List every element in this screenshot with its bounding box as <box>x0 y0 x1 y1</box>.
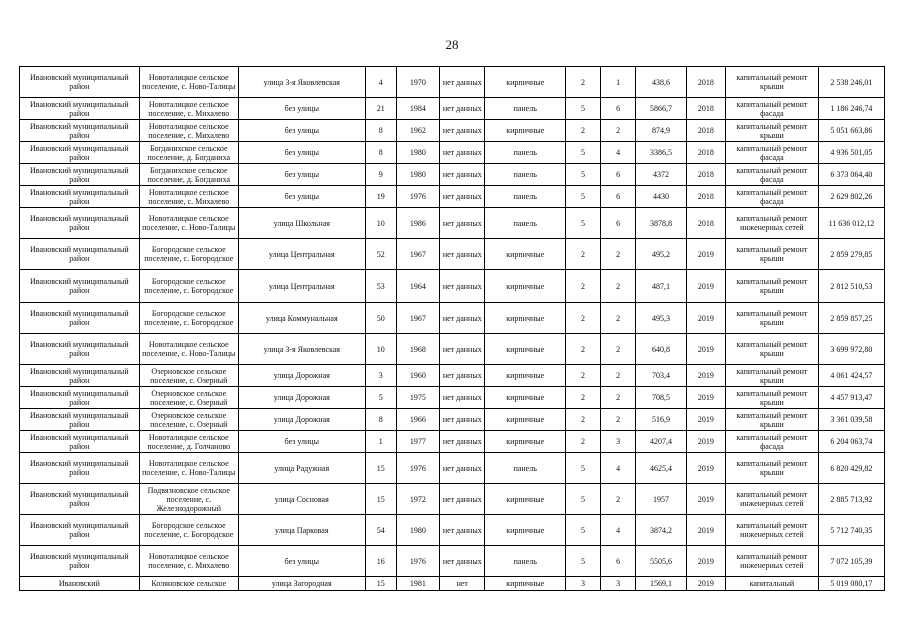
data-status-cell: нет данных <box>440 186 485 208</box>
work-type-cell: капитальный ремонт инженерных сетей <box>725 546 818 577</box>
year-built-cell: 1980 <box>396 142 439 164</box>
street-cell: без улицы <box>238 546 365 577</box>
entrances-cell: 2 <box>601 484 636 515</box>
cost-cell: 4 936 501,05 <box>818 142 884 164</box>
work-type-cell: капитальный ремонт крыши <box>725 120 818 142</box>
entrances-cell: 2 <box>601 239 636 270</box>
entrances-cell: 2 <box>601 387 636 409</box>
district-cell: Ивановский муниципальный район <box>20 431 140 453</box>
area-cell: 4430 <box>636 186 687 208</box>
year-built-cell: 1980 <box>396 164 439 186</box>
settlement-cell: Новоталицкое сельское поселение, с. Ново-Талицы <box>139 453 238 484</box>
year-built-cell: 1977 <box>396 431 439 453</box>
cost-cell: 3 699 972,80 <box>818 334 884 365</box>
area-cell: 708,5 <box>636 387 687 409</box>
entrances-cell: 6 <box>601 164 636 186</box>
data-status-cell: нет данных <box>440 164 485 186</box>
street-cell: без улицы <box>238 431 365 453</box>
street-cell: улица Школьная <box>238 208 365 239</box>
entrances-cell: 1 <box>601 67 636 98</box>
settlement-cell: Озерновское сельское поселение, с. Озерный <box>139 387 238 409</box>
district-cell: Ивановский муниципальный район <box>20 409 140 431</box>
year-built-cell: 1962 <box>396 120 439 142</box>
year-built-cell: 1968 <box>396 334 439 365</box>
plan-year-cell: 2019 <box>686 484 725 515</box>
street-cell: без улицы <box>238 98 365 120</box>
settlement-cell: Новоталицкое сельское поселение, с. Михалево <box>139 546 238 577</box>
data-status-cell: нет данных <box>440 387 485 409</box>
wall-material-cell: кирпичные <box>485 239 566 270</box>
area-cell: 5866,7 <box>636 98 687 120</box>
house-number-cell: 15 <box>365 484 396 515</box>
settlement-cell: Подвязновское сельское поселение, с. Железнодорожный <box>139 484 238 515</box>
entrances-cell: 4 <box>601 453 636 484</box>
house-number-cell: 3 <box>365 365 396 387</box>
floors-cell: 3 <box>565 577 600 591</box>
cost-cell: 2 885 713,92 <box>818 484 884 515</box>
cost-cell: 6 820 429,82 <box>818 453 884 484</box>
wall-material-cell: панель <box>485 142 566 164</box>
settlement-cell: Озерновское сельское поселение, с. Озерный <box>139 365 238 387</box>
table-row <box>20 546 885 577</box>
floors-cell: 5 <box>565 515 600 546</box>
house-number-cell: 50 <box>365 303 396 334</box>
wall-material-cell: панель <box>485 208 566 239</box>
entrances-cell: 2 <box>601 270 636 303</box>
table-row <box>20 577 885 591</box>
wall-material-cell: панель <box>485 453 566 484</box>
year-built-cell: 1984 <box>396 98 439 120</box>
floors-cell: 5 <box>565 484 600 515</box>
table-row <box>20 365 885 387</box>
year-built-cell: 1976 <box>396 453 439 484</box>
entrances-cell: 2 <box>601 409 636 431</box>
house-number-cell: 5 <box>365 387 396 409</box>
settlement-cell: Богданихское сельское поселение, д. Богданиха <box>139 142 238 164</box>
plan-year-cell: 2019 <box>686 365 725 387</box>
house-number-cell: 9 <box>365 164 396 186</box>
street-cell: без улицы <box>238 186 365 208</box>
area-cell: 3878,8 <box>636 208 687 239</box>
district-cell: Ивановский муниципальный район <box>20 164 140 186</box>
settlement-cell: Богородское сельское поселение, с. Богородское <box>139 303 238 334</box>
table-row <box>20 515 885 546</box>
area-cell: 4207,4 <box>636 431 687 453</box>
plan-year-cell: 2018 <box>686 186 725 208</box>
cost-cell: 6 373 064,40 <box>818 164 884 186</box>
year-built-cell: 1970 <box>396 67 439 98</box>
work-type-cell: капитальный ремонт крыши <box>725 67 818 98</box>
data-status-cell: нет данных <box>440 453 485 484</box>
table-row <box>20 98 885 120</box>
area-cell: 495,2 <box>636 239 687 270</box>
work-type-cell: капитальный ремонт инженерных сетей <box>725 484 818 515</box>
wall-material-cell: панель <box>485 98 566 120</box>
data-status-cell: нет данных <box>440 546 485 577</box>
cost-cell: 2 538 246,01 <box>818 67 884 98</box>
district-cell: Ивановский муниципальный район <box>20 142 140 164</box>
area-cell: 640,8 <box>636 334 687 365</box>
year-built-cell: 1964 <box>396 270 439 303</box>
area-cell: 874,9 <box>636 120 687 142</box>
house-number-cell: 52 <box>365 239 396 270</box>
entrances-cell: 3 <box>601 431 636 453</box>
floors-cell: 2 <box>565 120 600 142</box>
work-type-cell: капитальный ремонт крыши <box>725 334 818 365</box>
district-cell: Ивановский <box>20 577 140 591</box>
settlement-cell: Богородское сельское поселение, с. Богородское <box>139 515 238 546</box>
data-status-cell: нет данных <box>440 270 485 303</box>
district-cell: Ивановский муниципальный район <box>20 120 140 142</box>
plan-year-cell: 2019 <box>686 515 725 546</box>
entrances-cell: 2 <box>601 334 636 365</box>
data-status-cell: нет данных <box>440 98 485 120</box>
house-number-cell: 1 <box>365 431 396 453</box>
district-cell: Ивановский муниципальный район <box>20 334 140 365</box>
district-cell: Ивановский муниципальный район <box>20 67 140 98</box>
district-cell: Ивановский муниципальный район <box>20 387 140 409</box>
wall-material-cell: кирпичные <box>485 365 566 387</box>
street-cell: улица 3-я Яковлевская <box>238 334 365 365</box>
data-status-cell: нет данных <box>440 208 485 239</box>
table-row <box>20 120 885 142</box>
floors-cell: 2 <box>565 270 600 303</box>
street-cell: без улицы <box>238 142 365 164</box>
house-number-cell: 10 <box>365 208 396 239</box>
plan-year-cell: 2019 <box>686 453 725 484</box>
plan-year-cell: 2018 <box>686 67 725 98</box>
settlement-cell: Новоталицкое сельское поселение, с. Михалево <box>139 98 238 120</box>
table-row <box>20 208 885 239</box>
street-cell: улица Дорожная <box>238 387 365 409</box>
district-cell: Ивановский муниципальный район <box>20 208 140 239</box>
data-status-cell: нет данных <box>440 239 485 270</box>
floors-cell: 5 <box>565 186 600 208</box>
district-cell: Ивановский муниципальный район <box>20 546 140 577</box>
district-cell: Ивановский муниципальный район <box>20 98 140 120</box>
cost-cell: 6 204 063,74 <box>818 431 884 453</box>
house-number-cell: 8 <box>365 120 396 142</box>
area-cell: 5505,6 <box>636 546 687 577</box>
floors-cell: 2 <box>565 67 600 98</box>
cost-cell: 2 629 802,26 <box>818 186 884 208</box>
settlement-cell: Новоталицкое сельское поселение, с. Михалево <box>139 186 238 208</box>
table-body <box>20 67 885 591</box>
housing-repair-table <box>19 66 885 591</box>
entrances-cell: 4 <box>601 142 636 164</box>
data-status-cell: нет данных <box>440 484 485 515</box>
work-type-cell: капитальный ремонт крыши <box>725 270 818 303</box>
plan-year-cell: 2019 <box>686 303 725 334</box>
street-cell: улица Загородная <box>238 577 365 591</box>
table-row <box>20 453 885 484</box>
wall-material-cell: панель <box>485 546 566 577</box>
plan-year-cell: 2018 <box>686 142 725 164</box>
wall-material-cell: кирпичные <box>485 67 566 98</box>
year-built-cell: 1980 <box>396 515 439 546</box>
year-built-cell: 1966 <box>396 409 439 431</box>
year-built-cell: 1967 <box>396 303 439 334</box>
wall-material-cell: кирпичные <box>485 577 566 591</box>
plan-year-cell: 2019 <box>686 334 725 365</box>
cost-cell: 3 361 039,58 <box>818 409 884 431</box>
area-cell: 1957 <box>636 484 687 515</box>
work-type-cell: капитальный <box>725 577 818 591</box>
plan-year-cell: 2019 <box>686 546 725 577</box>
wall-material-cell: кирпичные <box>485 120 566 142</box>
district-cell: Ивановский муниципальный район <box>20 186 140 208</box>
area-cell: 487,1 <box>636 270 687 303</box>
wall-material-cell: кирпичные <box>485 409 566 431</box>
floors-cell: 5 <box>565 164 600 186</box>
cost-cell: 1 186 246,74 <box>818 98 884 120</box>
data-status-cell: нет данных <box>440 409 485 431</box>
settlement-cell: Новоталицкое сельское поселение, с. Ново-Талицы <box>139 208 238 239</box>
cost-cell: 5 051 663,86 <box>818 120 884 142</box>
area-cell: 4372 <box>636 164 687 186</box>
cost-cell: 2 859 279,85 <box>818 239 884 270</box>
street-cell: улица Коммунальная <box>238 303 365 334</box>
floors-cell: 2 <box>565 365 600 387</box>
floors-cell: 2 <box>565 387 600 409</box>
work-type-cell: капитальный ремонт крыши <box>725 409 818 431</box>
settlement-cell: Новоталицкое сельское поселение, с. Ново-Талицы <box>139 67 238 98</box>
data-status-cell: нет данных <box>440 431 485 453</box>
work-type-cell: капитальный ремонт крыши <box>725 303 818 334</box>
table-row <box>20 431 885 453</box>
plan-year-cell: 2019 <box>686 270 725 303</box>
data-status-cell: нет данных <box>440 67 485 98</box>
entrances-cell: 2 <box>601 365 636 387</box>
data-status-cell: нет данных <box>440 120 485 142</box>
data-status-cell: нет данных <box>440 515 485 546</box>
work-type-cell: капитальный ремонт фасада <box>725 186 818 208</box>
house-number-cell: 53 <box>365 270 396 303</box>
street-cell: улица Парковая <box>238 515 365 546</box>
work-type-cell: капитальный ремонт инженерных сетей <box>725 515 818 546</box>
plan-year-cell: 2019 <box>686 431 725 453</box>
house-number-cell: 15 <box>365 577 396 591</box>
street-cell: без улицы <box>238 120 365 142</box>
floors-cell: 5 <box>565 98 600 120</box>
floors-cell: 2 <box>565 334 600 365</box>
data-status-cell: нет <box>440 577 485 591</box>
house-number-cell: 19 <box>365 186 396 208</box>
settlement-cell: Богородское сельское поселение, с. Богородское <box>139 270 238 303</box>
wall-material-cell: кирпичные <box>485 515 566 546</box>
settlement-cell: Новоталицкое сельское поселение, с. Ново-Талицы <box>139 334 238 365</box>
wall-material-cell: кирпичные <box>485 303 566 334</box>
cost-cell: 11 636 012,12 <box>818 208 884 239</box>
area-cell: 703,4 <box>636 365 687 387</box>
work-type-cell: капитальный ремонт крыши <box>725 387 818 409</box>
work-type-cell: капитальный ремонт крыши <box>725 365 818 387</box>
entrances-cell: 6 <box>601 208 636 239</box>
table-row <box>20 303 885 334</box>
entrances-cell: 4 <box>601 515 636 546</box>
plan-year-cell: 2018 <box>686 208 725 239</box>
settlement-cell: Новоталицкое сельское поселение, с. Михалево <box>139 120 238 142</box>
house-number-cell: 4 <box>365 67 396 98</box>
wall-material-cell: панель <box>485 164 566 186</box>
street-cell: улица Центральная <box>238 239 365 270</box>
cost-cell: 2 812 510,53 <box>818 270 884 303</box>
table-row <box>20 334 885 365</box>
plan-year-cell: 2018 <box>686 164 725 186</box>
street-cell: улица Радужная <box>238 453 365 484</box>
floors-cell: 5 <box>565 546 600 577</box>
table-row <box>20 484 885 515</box>
settlement-cell: Коляновское сельское <box>139 577 238 591</box>
area-cell: 516,9 <box>636 409 687 431</box>
street-cell: улица Сосновая <box>238 484 365 515</box>
data-status-cell: нет данных <box>440 303 485 334</box>
wall-material-cell: кирпичные <box>485 387 566 409</box>
house-number-cell: 15 <box>365 453 396 484</box>
street-cell: улица Дорожная <box>238 409 365 431</box>
year-built-cell: 1976 <box>396 546 439 577</box>
house-number-cell: 10 <box>365 334 396 365</box>
work-type-cell: капитальный ремонт крыши <box>725 239 818 270</box>
table-row <box>20 270 885 303</box>
area-cell: 4625,4 <box>636 453 687 484</box>
entrances-cell: 2 <box>601 303 636 334</box>
settlement-cell: Озерновское сельское поселение, с. Озерный <box>139 409 238 431</box>
year-built-cell: 1986 <box>396 208 439 239</box>
district-cell: Ивановский муниципальный район <box>20 239 140 270</box>
cost-cell: 4 457 913,47 <box>818 387 884 409</box>
data-status-cell: нет данных <box>440 142 485 164</box>
settlement-cell: Новоталицкое сельское поселение, д. Голчаново <box>139 431 238 453</box>
plan-year-cell: 2019 <box>686 239 725 270</box>
work-type-cell: капитальный ремонт фасада <box>725 142 818 164</box>
year-built-cell: 1967 <box>396 239 439 270</box>
table-row <box>20 142 885 164</box>
plan-year-cell: 2018 <box>686 98 725 120</box>
year-built-cell: 1972 <box>396 484 439 515</box>
street-cell: без улицы <box>238 164 365 186</box>
settlement-cell: Богданихское сельское поселение, д. Богданиха <box>139 164 238 186</box>
wall-material-cell: панель <box>485 186 566 208</box>
district-cell: Ивановский муниципальный район <box>20 484 140 515</box>
entrances-cell: 3 <box>601 577 636 591</box>
plan-year-cell: 2018 <box>686 120 725 142</box>
table-row <box>20 67 885 98</box>
house-number-cell: 16 <box>365 546 396 577</box>
table-row <box>20 186 885 208</box>
year-built-cell: 1960 <box>396 365 439 387</box>
page-number: 28 <box>445 37 459 52</box>
plan-year-cell: 2019 <box>686 387 725 409</box>
work-type-cell: капитальный ремонт фасада <box>725 164 818 186</box>
cost-cell: 4 061 424,57 <box>818 365 884 387</box>
floors-cell: 2 <box>565 303 600 334</box>
cost-cell: 5 019 080,17 <box>818 577 884 591</box>
floors-cell: 5 <box>565 142 600 164</box>
plan-year-cell: 2019 <box>686 409 725 431</box>
area-cell: 3874,2 <box>636 515 687 546</box>
work-type-cell: капитальный ремонт фасада <box>725 431 818 453</box>
cost-cell: 5 712 740,35 <box>818 515 884 546</box>
table-row <box>20 239 885 270</box>
house-number-cell: 8 <box>365 409 396 431</box>
area-cell: 495,3 <box>636 303 687 334</box>
district-cell: Ивановский муниципальный район <box>20 270 140 303</box>
floors-cell: 2 <box>565 431 600 453</box>
street-cell: улица Дорожная <box>238 365 365 387</box>
entrances-cell: 6 <box>601 186 636 208</box>
house-number-cell: 8 <box>365 142 396 164</box>
work-type-cell: капитальный ремонт крыши <box>725 453 818 484</box>
year-built-cell: 1975 <box>396 387 439 409</box>
work-type-cell: капитальный ремонт инженерных сетей <box>725 208 818 239</box>
wall-material-cell: кирпичные <box>485 484 566 515</box>
street-cell: улица 3-я Яковлевская <box>238 67 365 98</box>
table-row <box>20 409 885 431</box>
floors-cell: 5 <box>565 208 600 239</box>
floors-cell: 5 <box>565 453 600 484</box>
data-status-cell: нет данных <box>440 365 485 387</box>
floors-cell: 2 <box>565 239 600 270</box>
cost-cell: 2 859 857,25 <box>818 303 884 334</box>
area-cell: 438,6 <box>636 67 687 98</box>
cost-cell: 7 072 105,39 <box>818 546 884 577</box>
work-type-cell: капитальный ремонт фасада <box>725 98 818 120</box>
district-cell: Ивановский муниципальный район <box>20 515 140 546</box>
year-built-cell: 1981 <box>396 577 439 591</box>
area-cell: 1569,1 <box>636 577 687 591</box>
plan-year-cell: 2019 <box>686 577 725 591</box>
wall-material-cell: кирпичные <box>485 270 566 303</box>
year-built-cell: 1976 <box>396 186 439 208</box>
district-cell: Ивановский муниципальный район <box>20 365 140 387</box>
street-cell: улица Центральная <box>238 270 365 303</box>
area-cell: 3386,5 <box>636 142 687 164</box>
entrances-cell: 6 <box>601 98 636 120</box>
table-row <box>20 387 885 409</box>
wall-material-cell: кирпичные <box>485 334 566 365</box>
district-cell: Ивановский муниципальный район <box>20 453 140 484</box>
district-cell: Ивановский муниципальный район <box>20 303 140 334</box>
house-number-cell: 21 <box>365 98 396 120</box>
house-number-cell: 54 <box>365 515 396 546</box>
entrances-cell: 2 <box>601 120 636 142</box>
entrances-cell: 6 <box>601 546 636 577</box>
table-row <box>20 164 885 186</box>
settlement-cell: Богородское сельское поселение, с. Богородское <box>139 239 238 270</box>
wall-material-cell: кирпичные <box>485 431 566 453</box>
data-status-cell: нет данных <box>440 334 485 365</box>
floors-cell: 2 <box>565 409 600 431</box>
